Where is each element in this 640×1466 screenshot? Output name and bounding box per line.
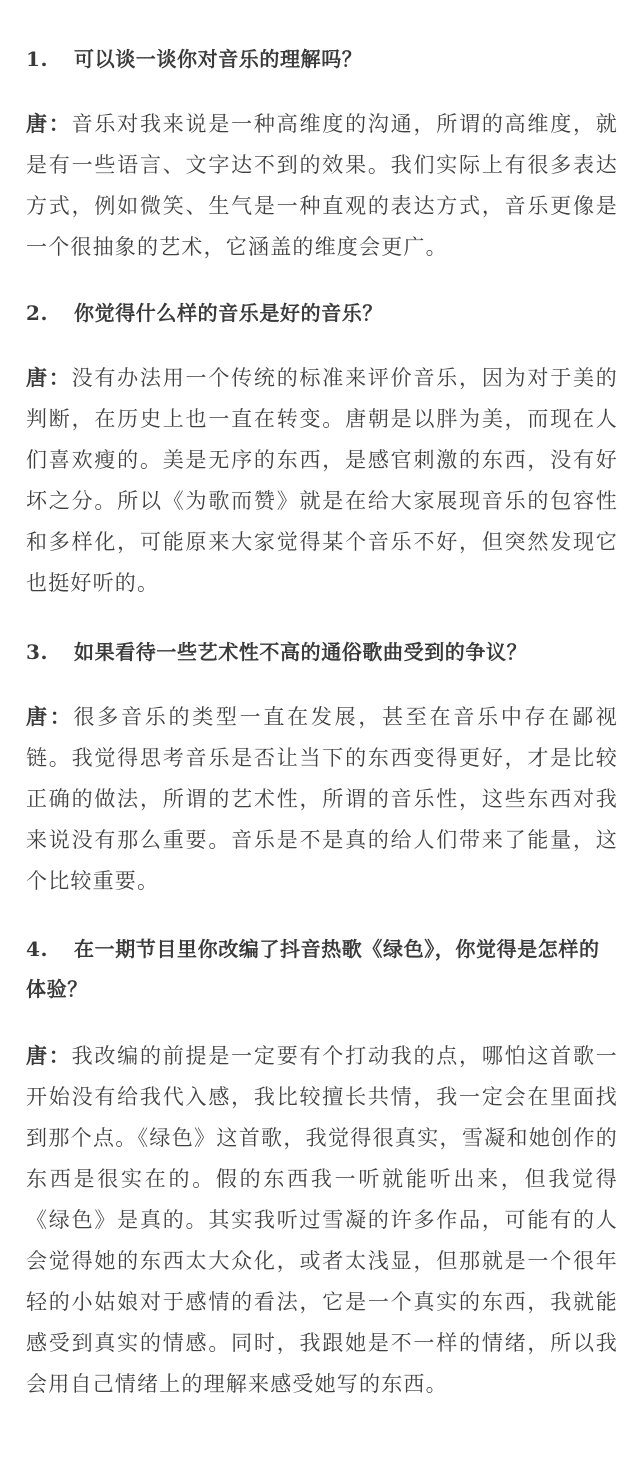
answer-text: 很多音乐的类型一直在发展，甚至在音乐中存在鄙视链。我觉得思考音乐是否让当下的东西变得更好，才是比较正确的做法，所谓的艺术性，所谓的音乐性，这些东西对我来说没有那么重要。音乐是不是真的给人们带来了能量，这个比较重要。 <box>26 705 618 893</box>
question-text: 你觉得什么样的音乐是好的音乐？ <box>74 301 383 325</box>
question-number: 1. <box>26 47 49 71</box>
speaker-label: 唐： <box>26 366 72 390</box>
answer-text: 音乐对我来说是一种高维度的沟通，所谓的高维度，就是有一些语言、文字达不到的效果。我们实际上有很多表达方式，例如微笑、生气是一种直观的表达方式，音乐更像是一个很抽象的艺术，它涵盖的维度会更广。 <box>26 112 618 259</box>
speaker-label: 唐： <box>26 705 74 729</box>
question-2 <box>26 293 616 333</box>
question-4 <box>26 929 616 1009</box>
answer-3 <box>26 697 618 902</box>
question-number: 2. <box>26 301 49 325</box>
answer-4 <box>26 1036 618 1405</box>
answer-2 <box>26 358 618 604</box>
answer-text: 我改编的前提是一定要有个打动我的点，哪怕这首歌一开始没有给我代入感，我比较擅长共情，我一定会在里面找到那个点。《绿色》这首歌，我觉得很真实，雪凝和她创作的东西是很实在的。假的东西我一听就能听出来，但我觉得《绿色》是真的。其实我听过雪凝的许多作品，可能有的人会觉得她的东西太大众化，或者太浅显，但那就是一个很年轻的小姑娘对于感情的看法，它是一个真实的东西，我就能感受到真实的情感。同时，我跟她是不一样的情绪，所以我会用自己情绪上的理解来感受她写的东西。 <box>26 1044 618 1396</box>
speaker-label: 唐： <box>26 1044 72 1068</box>
question-text: 如果看待一些艺术性不高的通俗歌曲受到的争议？ <box>74 640 528 664</box>
question-text: 在一期节目里你改编了抖音热歌《绿色》，你觉得是怎样的体验？ <box>26 937 600 1001</box>
speaker-label: 唐： <box>26 112 72 136</box>
answer-1 <box>26 104 618 268</box>
question-3 <box>26 632 616 672</box>
question-number: 4. <box>26 937 49 961</box>
question-1 <box>26 39 616 79</box>
question-text: 可以谈一谈你对音乐的理解吗？ <box>74 47 363 71</box>
answer-text: 没有办法用一个传统的标准来评价音乐，因为对于美的判断，在历史上也一直在转变。唐朝是以胖为美，而现在人们喜欢瘦的。美是无序的东西，是感官刺激的东西，没有好坏之分。所以《为歌而赞》就是在给大家展现音乐的包容性和多样化，可能原来大家觉得某个音乐不好，但突然发现它也挺好听的。 <box>26 366 618 595</box>
question-number: 3. <box>26 640 49 664</box>
